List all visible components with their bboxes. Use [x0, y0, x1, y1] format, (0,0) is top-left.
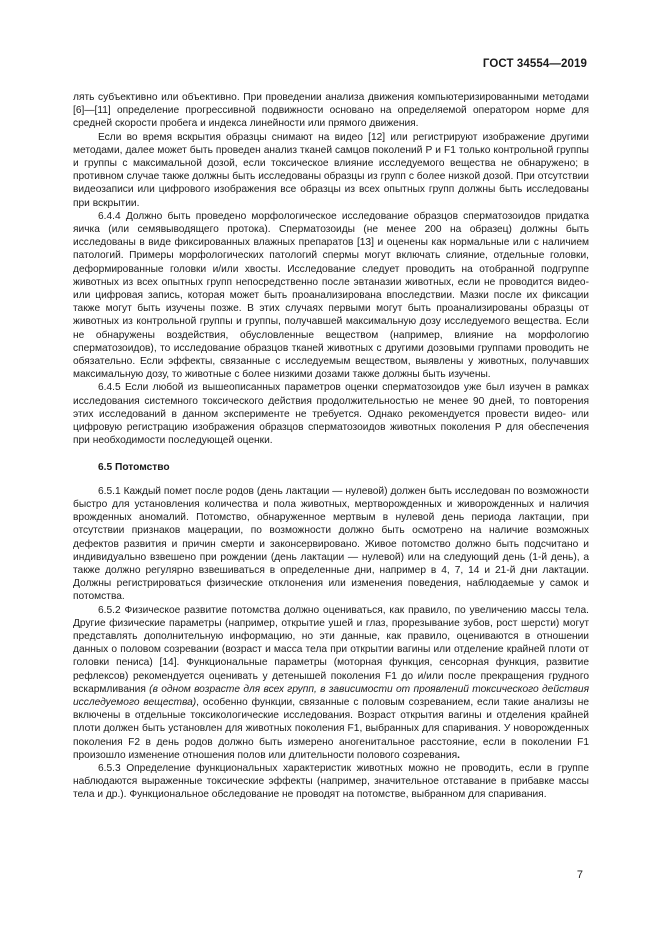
paragraph-continuation: лять субъективно или объективно. При проведении анализа движения компьютеризированными методами [6]—[11] определение прогрессивной подвижности основано на определяемой оператором норме для средней скорости пробега и индекса линейности или прямого движения. [73, 92, 589, 130]
document-body [73, 91, 589, 802]
document-header: ГОСТ 34554—2019 [482, 58, 587, 70]
paragraph-6-5-1: 6.5.1 Каждый помет после родов (день лактации — нулевой) должен быть исследован по возможности быстро для установления количества и пола животных, мертворожденных и живорожденных и наличия врожденных аномалий. Потомство, обнаруженное мертвым в нулевой день периода лактации, при отсутствии признаков мацерации, по возможности должно быть осмотрено на наличие возможных дефектов развития и причин смерти и законсервировано. Живое потомство должно быть подсчитано и индивидуально взвешено при рождении (день лактации — нулевой) или на следующий день (1-й день), а также должно регулярно взвешиваться в определенные дни, например в 4, 7, 14 и 21-й дни лактации. Должны регистрироваться физические отклонения или изменения поведения, наблюдаемые у самок и потомства. [73, 485, 589, 603]
paragraph-6-4-5: 6.4.5 Если любой из вышеописанных параметров оценки сперматозоидов уже был изучен в рамках исследования системного токсического действия продолжительностью не менее 90 дней, то повторения этих исследований в данном эксперименте не требуется. Однако рекомендуется провести видео- или цифровую регистрацию изображения образцов сперматозоидов животных поколения Р для обеспечения при необходимости последующей оценки. [73, 382, 589, 447]
paragraph-6-5-2-period: . [457, 749, 460, 761]
section-heading-6-5: 6.5 Потомство [98, 462, 170, 474]
paragraph-6-5-2-text-end: , особенно функции, связанные с половым созреванием, если такие анализы не включены в отдельные токсикологические исследования. Возраст открытия вагины и отделения крайней плоти должен быть установлен для животных поколения F1, выбранных для спаривания. У новорожденных поколения F2 в день родов должно быть измерено аногенитальное расстояние, если в поколении F1 произошло изменение отношения полов или длительности полового созревания [73, 696, 589, 761]
paragraph-6-5-2-italic: (в одном возрасте для всех групп, в зависимости от проявлений токсического действия исследуемого вещества) [73, 683, 590, 708]
paragraph-video-recording: Если во время вскрытия образцы снимают на видео [12] или регистрируют изображение другими методами, далее может быть проведен анализ тканей самцов поколений Р и F1 только контрольной группы и группы с максимальной дозой, если токсическое влияние исследуемого вещества не обнаружено; в противном случае также должны быть исследованы образцы из групп с более низкой дозой. При отсутствии видеозаписи или цифрового изображения все образцы из всех опытных групп должны быть исследованы при вскрытии. [73, 131, 589, 209]
paragraph-6-5-3: 6.5.3 Определение функциональных характеристик животных можно не проводить, если в группе наблюдаются выраженные токсические эффекты (например, значительное отставание в прибавке массы тела и др.). Функциональное обследование не проводят на потомстве, выбранном для спаривания. [73, 762, 589, 801]
paragraph-6-5-2 [73, 604, 589, 762]
paragraph-6-4-4: 6.4.4 Должно быть проведено морфологическое исследование образцов сперматозоидов придатка яичка (или семявыводящего протока). Сперматозоиды (не менее 200 на образец) должны быть исследованы в виде фиксированных влажных препаратов [13] и оценены как нормальные или с наличием патологий. Примеры морфологических патологий спермы могут включать слияние, отдельные головки, деформированные головки и/или хвосты. Исследование следует проводить на отобранной подгруппе животных из всех опытных групп непосредственно после эвтаназии животных, если не проводится видео- или цифровая запись, которая может быть проанализирована впоследствии. Мазки после их фиксации также могут быть изучены позже. В этих случаях первыми могут быть проанализированы образцы от животных из контрольной группы и группы, получавшей максимальную дозу исследуемого вещества. Если не обнаружены воздействия, обусловленные веществом (например, влияние на морфологию сперматозоидов), то исследование образцов тканей животных с другими дозовыми группами проводить не обязательно. Если эффекты, связанные с исследуемым веществом, выявлены у животных, получавших максимальную дозу, то животные с более низкими дозами также должны быть изучены. [73, 210, 589, 381]
page-number: 7 [576, 869, 583, 881]
paragraph-6-5-2-text: 6.5.2 Физическое развитие потомства должно оцениваться, как правило, по увеличению массы тела. Другие физические параметры (например, открытие ушей и глаз, прорезывание зубов, рост шерсти) могут представлять дополнительную информацию, но эти данные, как правило, оцениваются в отношении данных о половом созревании (возраст и масса тела при открытии вагины или отделение крайней плоти от головки пениса) [14]. Функциональные параметры (моторная функция, сенсорная функция, развитие рефлексов) рекомендуется оценивать у детенышей поколения F1 до и/или после прекращения грудного вскармливания [73, 604, 589, 695]
